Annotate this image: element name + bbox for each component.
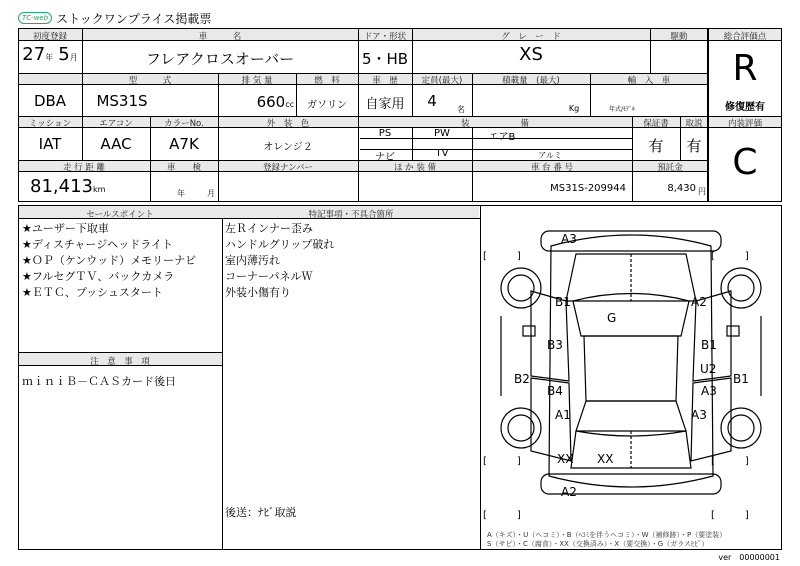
list-item: コーナーパネルＷ xyxy=(225,270,313,283)
bracket-rear-right: [ ] xyxy=(711,456,749,467)
caution-label: 注 意 事 項 xyxy=(90,357,150,367)
mission-value: IAT xyxy=(38,135,62,153)
drive-label: 駆動 xyxy=(670,32,688,42)
header xyxy=(18,8,211,28)
interior-grade-value: C xyxy=(732,142,758,183)
code-b3: B3 xyxy=(547,338,563,352)
code-a1: A1 xyxy=(555,408,571,422)
code-b2: B2 xyxy=(514,372,530,386)
code-a3-lower: A3 xyxy=(691,408,707,422)
notes-label: 特記事項・不具合箇所 xyxy=(308,210,394,220)
car-name-label: 車 名 xyxy=(198,32,242,42)
deposit-value: 8,430 xyxy=(667,183,696,194)
mileage-number: 81,413 xyxy=(30,176,93,197)
bracket-rear-left: [ ] xyxy=(483,456,521,467)
door-type-value: 5・HB xyxy=(361,50,409,68)
model-year-label: 年式/ﾓﾃﾞﾙ xyxy=(608,106,636,113)
displacement-unit: cc xyxy=(285,100,294,109)
overall-label: 総合評価点 xyxy=(723,32,767,42)
load-label: 積載量 (最大) xyxy=(502,76,560,86)
page-title: ストックワンプライス掲載票 xyxy=(56,11,212,26)
equip-alumi: アルミ xyxy=(538,151,562,160)
chassis-label: 車 台 番 号 xyxy=(530,163,574,173)
tc-web-logo: TC-web xyxy=(18,12,52,24)
first-reg-label: 初度登録 xyxy=(32,32,67,42)
list-item: ★ユーザー下取車 xyxy=(22,222,109,235)
caution-item: ｍｉｎｉＢ－ＣＡＳカード後日 xyxy=(22,375,176,388)
legend-line-2: S（サビ）・C（腐食）・XX（交換済み）・X（要交換）・G（ガラスﾋﾋﾞ） xyxy=(487,540,709,548)
inspection-year-unit: 年 xyxy=(177,189,185,198)
equip-tv: TV xyxy=(435,148,449,159)
inspection-month-unit: 月 xyxy=(207,189,215,198)
history-value: 自家用 xyxy=(365,97,405,112)
equipment-label: 装 備 xyxy=(460,119,529,129)
month-value: 5 xyxy=(58,44,70,65)
import-label: 輸 入 車 xyxy=(627,76,671,86)
displacement-value xyxy=(218,92,294,111)
mileage-unit: km xyxy=(92,185,106,194)
color-no-label: カラーNo. xyxy=(164,119,204,129)
overall-note: 修復歴有 xyxy=(725,102,765,113)
code-xx-1: XX xyxy=(557,452,574,466)
deposit-unit: 円 xyxy=(698,187,706,196)
code-a3-top: A3 xyxy=(561,232,577,246)
year-unit: 年 xyxy=(45,53,54,62)
warranty-value: 有 xyxy=(648,137,664,155)
deposit-label: 預託金 xyxy=(657,163,683,173)
capacity-value: 4 xyxy=(427,92,437,110)
overall-grade-value: R xyxy=(732,48,758,89)
notes-list xyxy=(225,221,475,301)
year-value: 27 xyxy=(22,44,46,65)
version-label: ver 00000001 xyxy=(718,553,780,562)
history-label: 車 歴 xyxy=(372,76,398,86)
code-g: G xyxy=(607,311,617,325)
legend-line-1: A（キズ）・U（ヘコミ）・B（ﾍｺﾐを伴うヘコミ）・W（補修跡）・P（要塗装） xyxy=(487,531,727,539)
code-u2: U2 xyxy=(700,362,717,376)
grade-value: XS xyxy=(519,44,543,65)
code-a3-right: A3 xyxy=(701,384,717,398)
list-item: 室内薄汚れ xyxy=(225,254,280,267)
list-item: ハンドルグリップ破れ xyxy=(225,238,335,251)
mission-label: ミッション xyxy=(28,119,72,129)
equip-airbag: エアB xyxy=(488,132,516,143)
equip-navi: ナビ xyxy=(375,152,395,163)
code-b1-left: B1 xyxy=(555,295,571,309)
car-damage-diagram xyxy=(481,206,781,526)
list-item: ★フルセグＴＶ、バックカメラ xyxy=(22,270,175,283)
capacity-label: 定員(最大) xyxy=(421,76,463,86)
bracket-bottom-left: [ ] xyxy=(483,510,521,521)
type-value: MS31S xyxy=(96,92,148,110)
color-no-value: A7K xyxy=(169,135,199,153)
load-unit: Kg xyxy=(568,104,580,113)
sales-points-label: セールスポイント xyxy=(86,210,154,220)
exterior-label: 外 装 色 xyxy=(266,119,310,129)
inspection-label: 車 検 xyxy=(166,163,201,173)
code-b1-right: B1 xyxy=(701,338,717,352)
fuel-value: ガソリン xyxy=(307,100,347,111)
bracket-front-right: [ ] xyxy=(711,251,749,262)
code-b4: B4 xyxy=(547,384,563,398)
fuel-label: 燃 料 xyxy=(314,76,340,86)
code-a2-right: A2 xyxy=(691,295,707,309)
door-type-label: ドア・形状 xyxy=(363,32,407,42)
manual-label: 取説 xyxy=(685,119,703,129)
list-item: ★ＥＴＣ、プッシュスタート xyxy=(22,286,163,299)
plate-label: 登録ナンバー xyxy=(263,163,313,173)
list-item: ★ＯＰ（ケンウッド）メモリーナビ xyxy=(22,254,197,267)
list-item: ★ディスチャージヘッドライト xyxy=(22,238,173,251)
list-item: 左Ｒインナー歪み xyxy=(225,222,313,235)
type-label: 型 式 xyxy=(128,76,172,86)
grade-label: グ レ ー ド xyxy=(501,32,561,42)
equip-ps: PS xyxy=(378,128,392,139)
manual-value: 有 xyxy=(686,137,702,155)
month-unit: 月 xyxy=(69,53,78,62)
type-prefix-value: DBA xyxy=(33,92,67,110)
code-a2-bottom: A2 xyxy=(561,485,577,499)
notes-after: 後送：ﾅﾋﾞ取説 xyxy=(225,506,297,519)
car-name-value: フレアクロスオーバー xyxy=(145,50,295,68)
list-item: 外装小傷有り xyxy=(225,286,291,299)
code-b1-far: B1 xyxy=(733,372,749,386)
mileage-value xyxy=(30,176,150,197)
other-equip-label: ほ か 装 備 xyxy=(393,163,437,173)
capacity-unit: 名 xyxy=(457,105,465,114)
exterior-value: オレンジ２ xyxy=(263,142,313,153)
code-xx-2: XX xyxy=(597,452,614,466)
aircon-label: エアコン xyxy=(99,119,133,129)
aircon-value: AAC xyxy=(100,135,132,153)
bracket-bottom-right: [ ] xyxy=(711,510,749,521)
bracket-front-left: [ ] xyxy=(483,251,521,262)
sales-points-list xyxy=(22,221,222,301)
mileage-label: 走 行 距 離 xyxy=(62,163,106,173)
displacement-number: 660 xyxy=(256,93,286,111)
chassis-value: MS31S-209944 xyxy=(550,183,626,194)
first-reg-value xyxy=(20,44,80,65)
warranty-label: 保証書 xyxy=(643,119,669,129)
interior-label: 内装評価 xyxy=(727,119,762,129)
equip-pw: PW xyxy=(434,128,450,139)
displacement-label: 排 気 量 xyxy=(241,76,273,86)
